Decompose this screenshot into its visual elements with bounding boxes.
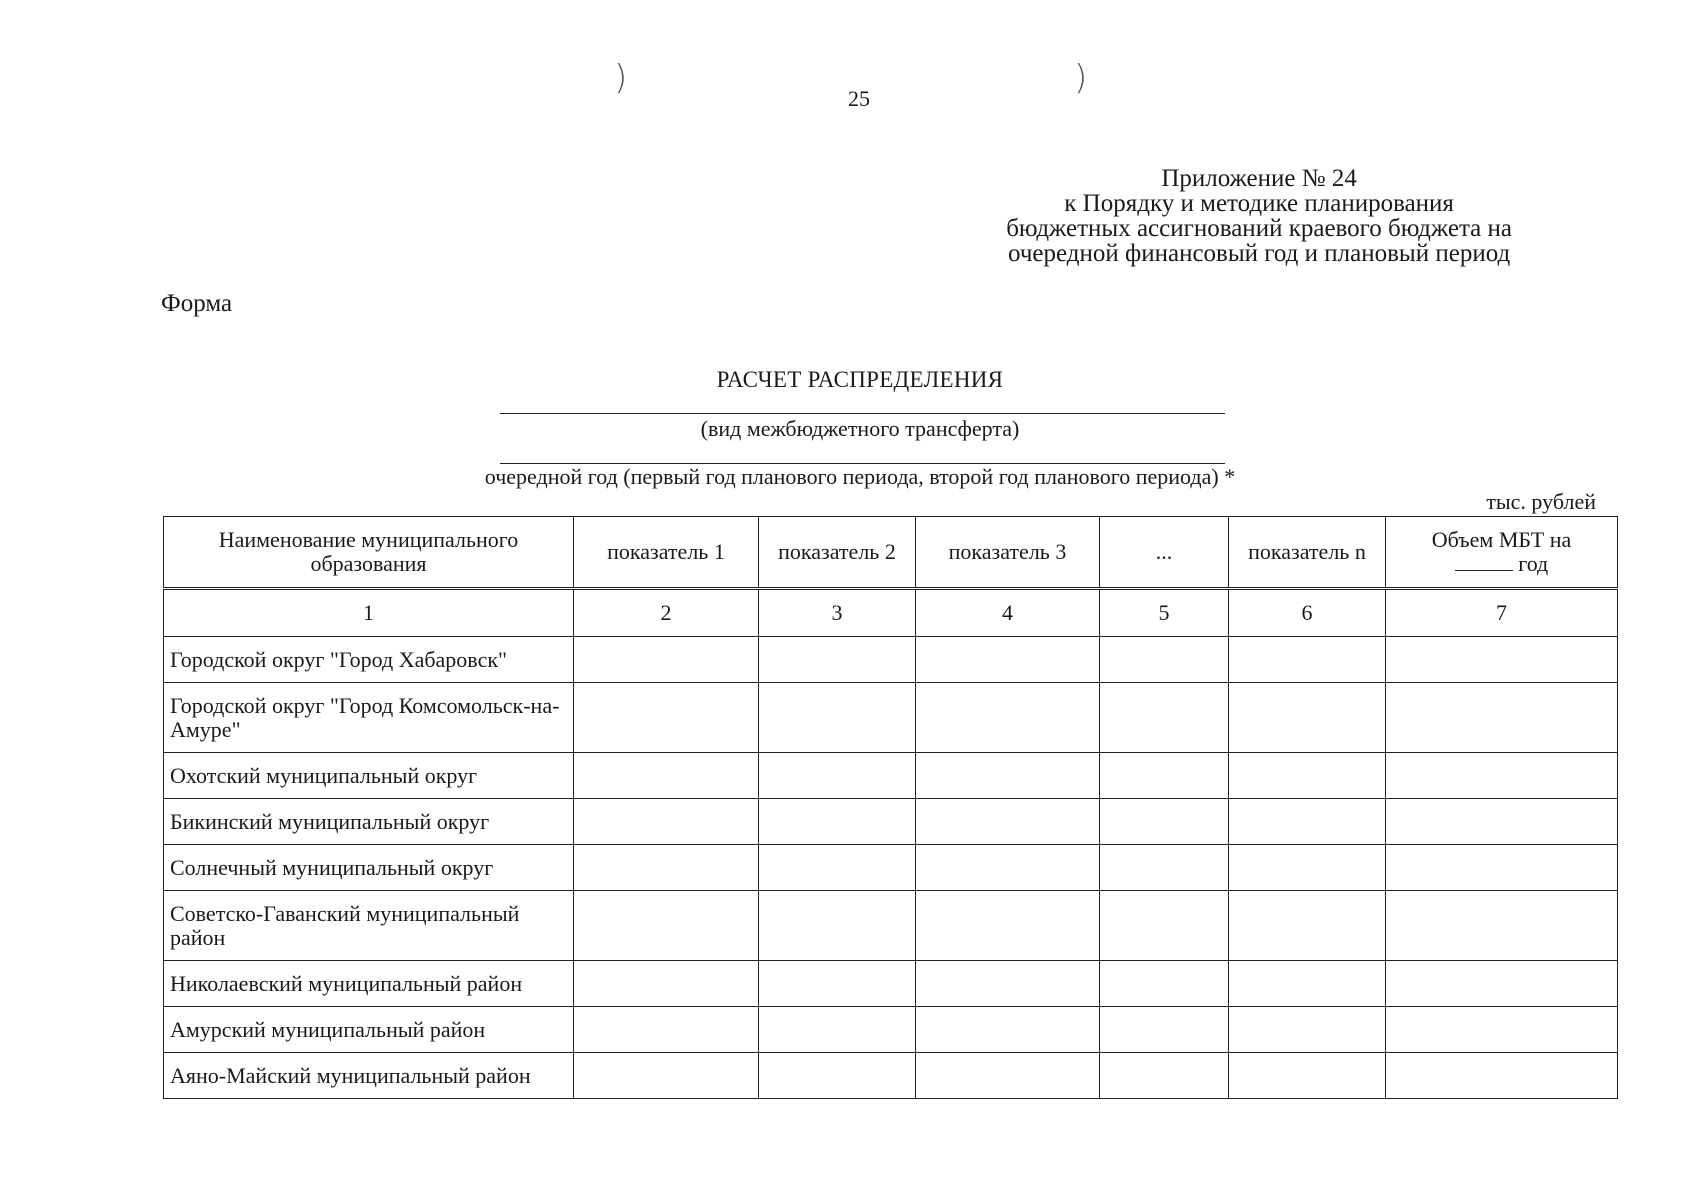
table-row xyxy=(164,753,1618,799)
bracket-mark-right: ) xyxy=(1074,58,1088,98)
table-cell xyxy=(1100,1007,1229,1053)
header-indicator-n: показатель n xyxy=(1229,517,1386,589)
table-cell xyxy=(574,753,759,799)
table-cell xyxy=(1229,753,1386,799)
municipality-name: Аяно-Майский муниципальный район xyxy=(164,1053,574,1099)
table-cell xyxy=(916,961,1100,1007)
appendix-line-4: очередной финансовый год и плановый период xyxy=(1008,240,1511,267)
municipality-name: Бикинский муниципальный округ xyxy=(164,799,574,845)
column-number: 1 xyxy=(164,589,574,637)
table-cell xyxy=(759,961,916,1007)
table-cell xyxy=(1386,1053,1618,1099)
header-indicator-2: показатель 2 xyxy=(759,517,916,589)
table-cell xyxy=(916,891,1100,961)
table-cell xyxy=(574,891,759,961)
transfer-type-caption: (вид межбюджетного трансферта) xyxy=(700,416,1020,441)
header-mbt-volume xyxy=(1386,517,1618,589)
table-cell xyxy=(1229,1053,1386,1099)
appendix-line-2: к Порядку и методике планирования xyxy=(1064,190,1454,217)
table-cell xyxy=(1229,683,1386,753)
table-cell xyxy=(1229,637,1386,683)
table-row xyxy=(164,799,1618,845)
appendix-line-3: бюджетных ассигнований краевого бюджета на xyxy=(1006,215,1512,242)
column-number: 5 xyxy=(1100,589,1229,637)
table-cell xyxy=(1386,799,1618,845)
header-indicator-1: показатель 1 xyxy=(574,517,759,589)
column-number: 6 xyxy=(1229,589,1386,637)
table-cell xyxy=(574,961,759,1007)
column-number-row xyxy=(164,589,1618,637)
table-cell xyxy=(916,753,1100,799)
table-cell xyxy=(759,891,916,961)
table-cell xyxy=(759,845,916,891)
distribution-table xyxy=(163,516,1618,1099)
table-cell xyxy=(1229,961,1386,1007)
table-cell xyxy=(1229,1007,1386,1053)
municipality-name: Солнечный муниципальный округ xyxy=(164,845,574,891)
table-cell xyxy=(1100,891,1229,961)
table-cell xyxy=(1229,845,1386,891)
table-cell xyxy=(1100,961,1229,1007)
table-cell xyxy=(1229,799,1386,845)
table-cell xyxy=(916,1053,1100,1099)
transfer-type-blank-line xyxy=(500,413,1225,414)
form-label: Форма xyxy=(161,290,233,317)
table-cell xyxy=(1100,753,1229,799)
table-cell xyxy=(1100,799,1229,845)
bracket-mark-left: ) xyxy=(614,58,628,98)
table-row xyxy=(164,1053,1618,1099)
table-cell xyxy=(1386,753,1618,799)
municipality-name: Амурский муниципальный район xyxy=(164,1007,574,1053)
header-municipality: Наименование муниципального образования xyxy=(164,517,574,589)
table-cell xyxy=(759,1053,916,1099)
municipality-name: Николаевский муниципальный район xyxy=(164,961,574,1007)
appendix-reference xyxy=(1006,166,1512,266)
table-cell xyxy=(1100,1053,1229,1099)
table-cell xyxy=(574,637,759,683)
table-cell xyxy=(574,799,759,845)
column-number: 7 xyxy=(1386,589,1618,637)
table-header-row xyxy=(164,517,1618,589)
table-cell xyxy=(1386,961,1618,1007)
municipality-name: Городской округ "Город Комсомольск-на-Амуре" xyxy=(164,683,574,753)
page-number: 25 xyxy=(848,86,870,111)
table-cell xyxy=(1100,637,1229,683)
table-row xyxy=(164,961,1618,1007)
table-cell xyxy=(759,637,916,683)
table-cell xyxy=(916,637,1100,683)
municipality-name: Советско-Гаванский муниципальный район xyxy=(164,891,574,961)
table-row xyxy=(164,683,1618,753)
table-cell xyxy=(574,845,759,891)
period-caption: очередной год (первый год планового периода, второй год планового периода) * xyxy=(484,464,1236,489)
table-row xyxy=(164,637,1618,683)
table-cell xyxy=(916,683,1100,753)
table-cell xyxy=(1386,1007,1618,1053)
column-number: 4 xyxy=(916,589,1100,637)
appendix-number: Приложение № 24 xyxy=(1161,165,1357,192)
column-number: 3 xyxy=(759,589,916,637)
table-cell xyxy=(1386,683,1618,753)
table-cell xyxy=(1229,891,1386,961)
table-cell xyxy=(1386,891,1618,961)
table-cell xyxy=(1100,683,1229,753)
header-indicator-3: показатель 3 xyxy=(916,517,1100,589)
year-blank xyxy=(1455,552,1513,571)
table-cell xyxy=(916,845,1100,891)
table-cell xyxy=(574,683,759,753)
municipality-name: Охотский муниципальный округ xyxy=(164,753,574,799)
table-cell xyxy=(916,799,1100,845)
table-cell xyxy=(759,683,916,753)
table-cell xyxy=(574,1053,759,1099)
header-mbt-volume-year: год xyxy=(1518,551,1549,576)
header-ellipsis: ... xyxy=(1100,517,1229,589)
municipality-name: Городской округ "Город Хабаровск" xyxy=(164,637,574,683)
table-cell xyxy=(759,753,916,799)
header-mbt-volume-line1: Объем МБТ на xyxy=(1431,527,1572,552)
table-cell xyxy=(759,1007,916,1053)
table-cell xyxy=(1386,637,1618,683)
table-row xyxy=(164,845,1618,891)
document-title: РАСЧЕТ РАСПРЕДЕЛЕНИЯ xyxy=(716,367,1004,392)
column-number: 2 xyxy=(574,589,759,637)
table-cell xyxy=(1100,845,1229,891)
table-cell xyxy=(916,1007,1100,1053)
table-cell xyxy=(759,799,916,845)
table-row xyxy=(164,1007,1618,1053)
table-cell xyxy=(1386,845,1618,891)
table-cell xyxy=(574,1007,759,1053)
table-row xyxy=(164,891,1618,961)
units-label: тыс. рублей xyxy=(1486,489,1596,514)
